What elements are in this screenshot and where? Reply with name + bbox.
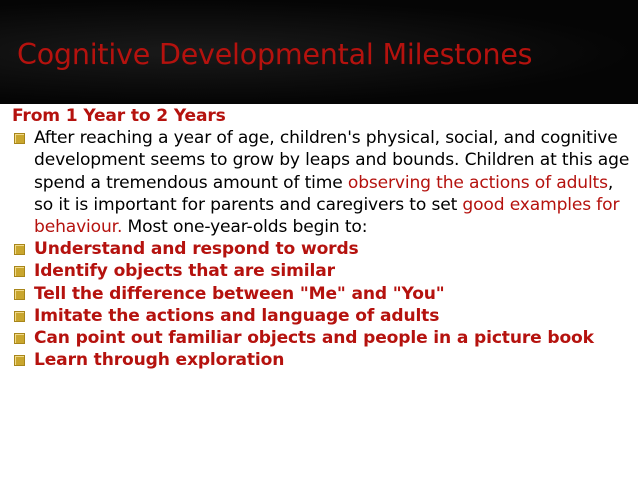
intro-highlight-observing: observing the actions of adults — [347, 172, 608, 193]
milestone-item — [12, 349, 632, 371]
intro-highlight-examples: good examples for behaviour. — [34, 194, 620, 238]
square-bullet-icon — [14, 333, 25, 344]
square-bullet-icon — [14, 289, 25, 300]
intro-paragraph — [12, 127, 632, 238]
intro-text-3: Most one-year-olds begin to: — [122, 217, 368, 238]
milestone-item — [12, 327, 632, 349]
milestone-item — [12, 238, 632, 260]
bullet-list — [12, 127, 632, 371]
milestone-item — [12, 283, 632, 305]
square-bullet-icon — [14, 311, 25, 322]
title-bar — [0, 0, 638, 104]
section-subheading: From 1 Year to 2 Years — [12, 106, 226, 126]
intro-text-2: , so it is important for parents and caregivers to set — [34, 172, 614, 215]
square-bullet-icon — [14, 355, 25, 366]
milestone-item — [12, 305, 632, 327]
slide-content — [12, 105, 632, 371]
square-bullet-icon — [14, 244, 25, 255]
intro-text-1: After reaching a year of age, children's physical, social, and cognitive development seems to grow by leaps and bounds. Children at this age spend a tremendous amount of time — [34, 128, 630, 193]
milestone-text: Learn through exploration — [34, 350, 285, 371]
milestone-text: Tell the difference between "Me" and "You" — [34, 283, 445, 304]
slide-title: Cognitive Developmental Milestones — [17, 38, 533, 71]
square-bullet-icon — [14, 133, 25, 144]
milestone-text: Can point out familiar objects and people in a picture book — [34, 328, 594, 349]
milestone-item — [12, 260, 632, 282]
milestone-text: Imitate the actions and language of adults — [34, 305, 440, 326]
milestone-text: Identify objects that are similar — [34, 261, 335, 282]
milestone-text: Understand and respond to words — [34, 239, 359, 260]
square-bullet-icon — [14, 266, 25, 277]
